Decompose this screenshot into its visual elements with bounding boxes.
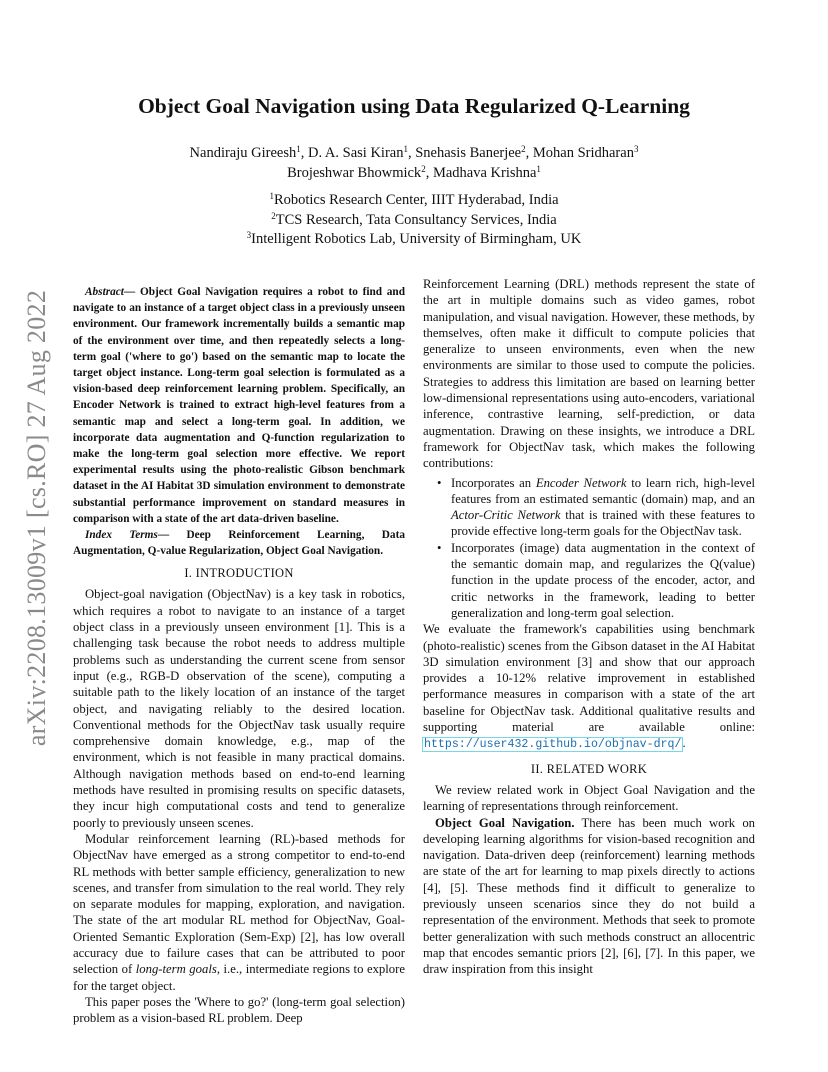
author-name: D. A. Sasi Kiran — [308, 145, 404, 161]
affiliation: $^3$Intelligent Robotics Lab, University of Birmingham, UK — [246, 230, 582, 247]
authors-line-2: Brojeshwar Bhowmick$^2$, Madhava Krishna$^1$ — [287, 164, 541, 181]
section-heading-introduction: I. INTRODUCTION — [184, 566, 294, 581]
right-column — [423, 276, 755, 977]
paper-title: Object Goal Navigation using Data Regularized Q-Learning — [138, 94, 690, 118]
abstract-paragraph: Abstract— Object Goal Navigation requires a robot to find and navigate to an instance of a target object class in a previously unseen environment. Our framework incrementally builds a semantic map of the environment over time, and then repeatedly selects a long-term goal ('where to go') based on the semantic map to locate the target object instance. Long-term goal selection is formulated as a vision-based deep reinforcement learning problem. Specifically, an Encoder Network is trained to extract high-level features from a semantic map and select a long-term goal. In addition, we incorporate data augmentation and Q-function regularization to make the long-term goal selection more effective. We report experimental results using the photo-realistic Gibson benchmark dataset in the AI Habitat 3D simulation environment to demonstrate substantial performance improvement on standard measures in comparison with a state of the art data-driven baseline. — [73, 286, 405, 525]
arxiv-identifier: arXiv:2208.13009v1 [cs.RO] 27 Aug 2022 — [22, 289, 52, 747]
section-heading-related-work: II. RELATED WORK — [530, 761, 648, 776]
author-name: Nandiraju Gireesh — [189, 145, 297, 161]
paragraph: We review related work in Object Goal Navigation and the learning of representations through reinforcement. — [423, 782, 755, 814]
paragraph: This paper poses the 'Where to go?' (long-term goal selection) problem as a vision-based RL problem. Deep — [73, 994, 405, 1026]
abstract — [73, 284, 405, 559]
introduction-body — [73, 586, 405, 1026]
authors-line-1: Nandiraju Gireesh$^1$, D. A. Sasi Kiran$^1$, Snehasis Banerjee$^2$, Mohan Sridharan$^3$ — [189, 144, 639, 161]
affiliation-list — [0, 191, 828, 250]
author-name: Snehasis Banerjee — [415, 145, 522, 161]
paragraph: Object Goal Navigation. There has been much work on developing learning algorithms for vision-based recognition and navigation. Data-driven deep (reinforcement) learning methods are state of the art for learning to map pixels directly to actions [4], [5]. These methods find it difficult to generalize to previously unseen scenarios since they do not build a representation of the environment. Methods that seek to promote better generalization with such methods construct an allocentric map that encodes semantic priors [2], [6], [7]. In this paper, we draw inspiration from this insight — [423, 815, 756, 977]
contribution-list — [423, 475, 755, 622]
author-name: Madhava Krishna — [432, 165, 537, 181]
affiliation: $^1$Robotics Research Center, IIIT Hyderabad, India — [269, 191, 559, 208]
right-column-body — [423, 276, 755, 977]
paragraph: Object-goal navigation (ObjectNav) is a key task in robotics, which requires a robot to navigate to an instance of a target object class in a previously unseen environment [1]. This is a challenging task because the robot needs to address multiple problems such as understanding the current scene from sensor input (e.g., RGB-D observation of the scene), computing a suitable path to the likely location of an instance of the target object, and navigating reliably to the desired location. Conventional methods for the ObjectNav task usually require comprehensive domain knowledge, e.g., map of the environment, which is not feasible in many practical domains. Although navigation methods based on end-to-end learning methods have resulted in promising results on specific datasets, they incur high computational costs and tend to generalize poorly to previously unseen scenes. — [73, 587, 405, 830]
left-column — [73, 284, 405, 1026]
list-item: • Incorporates an Encoder Network to learn rich, high-level features from an estimated semantic (domain) map, and an Actor-Critic Network that is trained with these features to provide effective long-term goals for the ObjectNav task. — [451, 475, 755, 540]
affiliation: $^2$TCS Research, Tata Consultancy Services, India — [271, 210, 557, 228]
author-name: Brojeshwar Bhowmick — [287, 165, 422, 181]
list-item: • Incorporates (image) data augmentation in the context of the semantic domain map, and regularizes the Q(value) function in the update process of the encoder, actor, and critic networks in the framework, leading to better generalization and long-term goal selection. — [451, 540, 755, 621]
author-name: Mohan Sridharan — [532, 145, 634, 161]
paragraph: Reinforcement Learning (DRL) methods represent the state of the art in multiple domains such as video games, robot manipulation, and visual navigation. However, these methods, by themselves, often make it difficult to compute policies that generalize to unseen environments, even when the new environments are similar to those used to compute the policies. Strategies to address this limitation are based on learning better low-dimensional representations using auto-encoders, variational inference, contrastive learning, self-prediction, or data augmentation. Drawing on these insights, we introduce a DRL framework for ObjectNav task, which makes the following contributions: — [423, 277, 755, 471]
index-terms: Index Terms— Deep Reinforcement Learning, Data Augmentation, Q-value Regularization, Object Goal Navigation. — [73, 529, 405, 558]
paragraph: Modular reinforcement learning (RL)-based methods for ObjectNav have emerged as a strong competitor to end-to-end RL methods with better sample efficiency, generalization to new scenes, and transfer from simulation to the real world. They rely on separate modules for mapping, exploration, and navigation. The state of the art modular RL method for ObjectNav, Goal-Oriented Semantic Exploration (Sem-Exp) [2], has low overall accuracy due to failure cases that can be attributed to poor selection of long-term goals, i.e., intermediate regions to explore for the target object. — [73, 831, 405, 993]
author-list — [0, 143, 828, 183]
paragraph: We evaluate the framework's capabilities using benchmark (photo-realistic) scenes from the Gibson dataset in the AI Habitat 3D simulation environment [3] and show that our approach provides a 10-12% relative improvement in established performance measures in comparison with a state of the art baseline for ObjectNav task. Additional qualitative results and supporting material are available online: https://user432.github.io/objnav-drq/. — [423, 622, 755, 752]
project-url-link[interactable]: https://user432.github.io/objnav-drq/ — [424, 738, 682, 752]
